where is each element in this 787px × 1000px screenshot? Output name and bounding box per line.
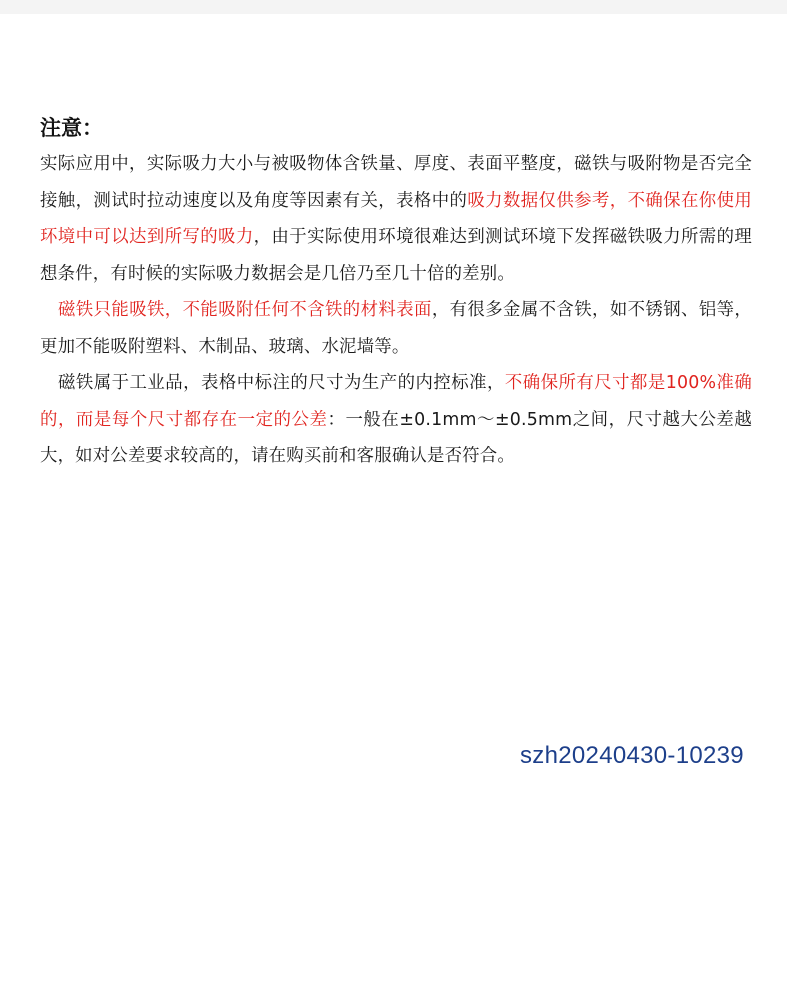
paragraph-text: ，由于实际使用环境很难达到测试环境下发挥磁铁吸力所需的理想条件，有时候的实际吸力数据会是几倍乃至几十倍的差别。 [40,227,752,284]
paragraph-tolerance [40,365,752,475]
paragraph-text: ，有很多金属不含铁，如不锈钢、铝等，更加不能吸附塑料、木制品、玻璃、水泥墙等。 [40,300,753,357]
highlight-text: 吸力数据仅供参考，不确保在你使用环境中可以达到所写的吸力 [40,190,752,247]
paragraph-text: 磁铁属于工业品，表格中标注的尺寸为生产的内控标准， [58,373,505,393]
paragraph-text: 实际应用中，实际吸力大小与被吸物体含铁量、厚度、表面平整度，磁铁与吸附物是否完全接触，测试时拉动速度以及角度等因素有关，表格中的 [40,154,752,211]
highlight-text: 不确保所有尺寸都是100%准确的，而是每个尺寸都存在一定的公差 [40,373,752,430]
paragraph-iron-only [40,292,752,365]
product-code: szh20240430-10239 [520,742,744,769]
highlight-text: 磁铁只能吸铁，不能吸附任何不含铁的材料表面 [58,300,432,320]
paragraph-suction-force [40,146,752,292]
notice-section [40,112,752,475]
notice-heading: 注意： [40,116,103,140]
paragraph-text: ：一般在±0.1mm～±0.5mm之间，尺寸越大公差越大，如对公差要求较高的，请在购买前和客服确认是否符合。 [40,409,752,466]
top-band [0,0,787,14]
